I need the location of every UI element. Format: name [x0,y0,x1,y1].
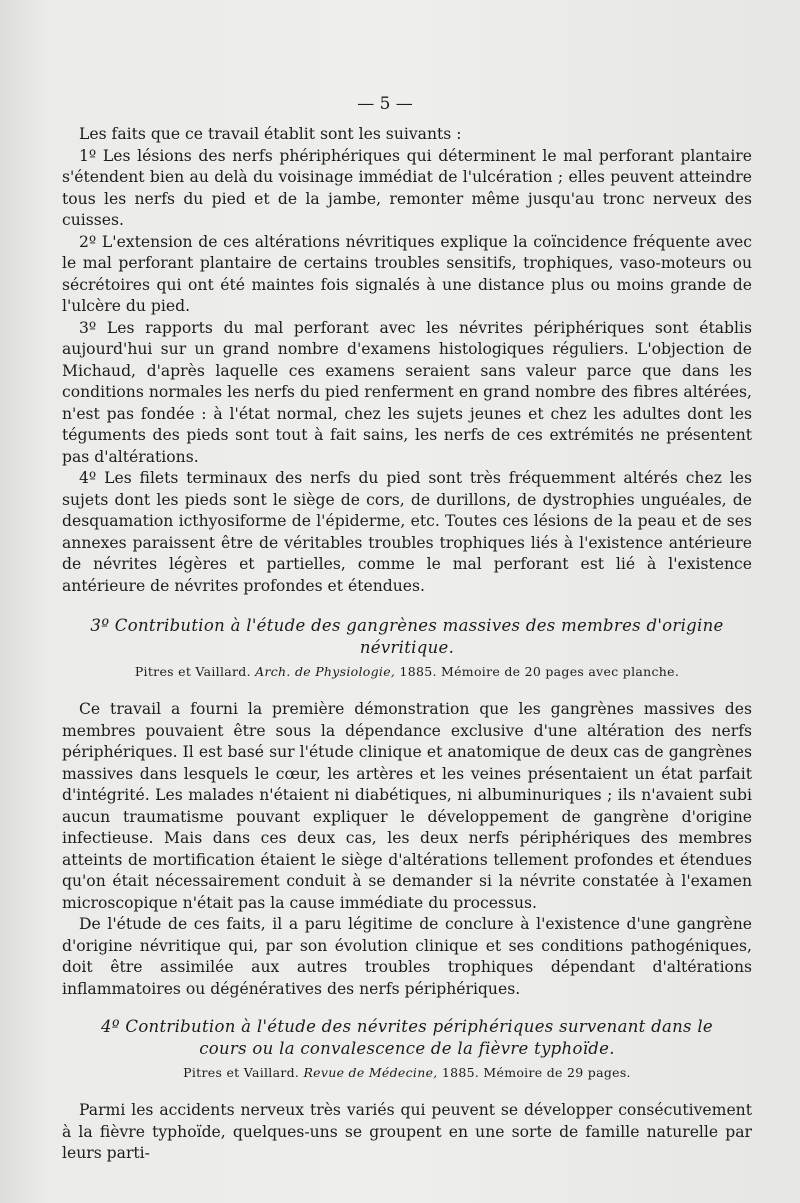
section-3-paragraph-1: Ce travail a fourni la première démonstration que les gangrènes massives des membres pouvaient être sous la dépendance exclusive d'une altération des nerfs périphériques. Il est basé sur l'étude clinique et anatomique de deux cas de gangrènes massives dans lesquels le cœur, les artères et les veines présentaient un état parfait d'intégrité. Les malades n'étaient ni diabétiques, ni albuminuriques ; ils n'avaient subi aucun traumatisme pouvant expliquer le développement de gangrène d'origine infectieuse. Mais dans ces deux cas, les deux nerfs périphériques des membres atteints de mortification étaient le siège d'altérations tellement profondes et étendues qu'on était nécessairement conduit à se demander si la névrite constatée à l'examen microscopique n'était pas la cause immédiate du processus. [62,700,752,912]
finding-3-paragraph: 3º Les rapports du mal perforant avec les névrites périphériques sont établis aujourd'hui sur un grand nombre d'examens histologiques réguliers. L'objection de Michaud, d'après laquelle ces examens seraient sans valeur parce que dans les conditions normales les nerfs du pied renferment en grand nombre des fibres altérées, n'est pas fondée : à l'état normal, chez les sujets jeunes et chez les adultes dont les téguments des pieds sont tout à fait sains, les nerfs de ces extrémités ne présentent pas d'altérations. [62,318,752,466]
section-3-paragraph-2: De l'étude de ces faits, il a paru légitime de conclure à l'existence d'une gangrène d'origine névritique qui, par son évolution clinique et ses conditions pathogéniques, doit être assimilée aux autres troubles trophiques dépendant d'altérations inflammatoires ou dégénératives des nerfs périphériques. [62,915,752,998]
finding-2-paragraph: 2º L'extension de ces altérations névritiques explique la coïncidence fréquente avec le mal perforant plantaire de certains troubles sensitifs, trophiques, vaso-moteurs ou sécrétoires qui ont été maintes fois signalés à une distance plus ou moins grande de l'ulcère du pied. [62,232,752,315]
section-3-journal: Arch. de Physiologie, [255,664,396,679]
section-3-authors: Pitres et Vaillard. [134,664,251,679]
page-body [62,124,752,1165]
section-4-citation [62,1064,752,1082]
section-3-heading: 3º Contribution à l'étude des gangrènes massives des membres d'origine névritique. [90,616,724,657]
page-number: — 5 — [357,94,413,114]
section-4-paragraph-1: Parmi les accidents nerveux très variés qui peuvent se développer consécutivement à la fièvre typhoïde, quelques-uns se groupent en une sorte de famille naturelle par leurs parti- [62,1101,752,1162]
section-4-heading: 4º Contribution à l'étude des névrites périphériques survenant dans le cours ou la convalescence de la fièvre typhoïde. [101,1017,713,1058]
finding-1-paragraph: 1º Les lésions des nerfs phériphériques qui déterminent le mal perforant plantaire s'étendent bien au delà du voisinage immédiat de l'ulcération ; elles peuvent atteindre tous les nerfs du pied et de la jambe, remonter même jusqu'au tronc nerveux des cuisses. [62,146,752,229]
section-3-details: 1885. Mémoire de 20 pages avec planche. [399,664,680,679]
section-4-authors: Pitres et Vaillard. [183,1065,300,1080]
section-4-journal: Revue de Médecine, [303,1065,438,1080]
finding-4-paragraph: 4º Les filets terminaux des nerfs du pied sont très fréquemment altérés chez les sujets dont les pieds sont le siège de cors, de durillons, de dystrophies unguéales, de desquamation icthyosiforme de l'épiderme, etc. Toutes ces lésions de la peau et de ses annexes paraissent être de véritables troubles trophiques liés à l'existence antérieure de névrites légères et partielles, comme le mal perforant est lié à l'existence antérieure de névrites profondes et étendues. [62,469,752,595]
section-4-details: 1885. Mémoire de 29 pages. [441,1065,631,1080]
intro-paragraph: Les faits que ce travail établit sont les suivants : [79,125,462,143]
section-3-citation [62,663,752,681]
